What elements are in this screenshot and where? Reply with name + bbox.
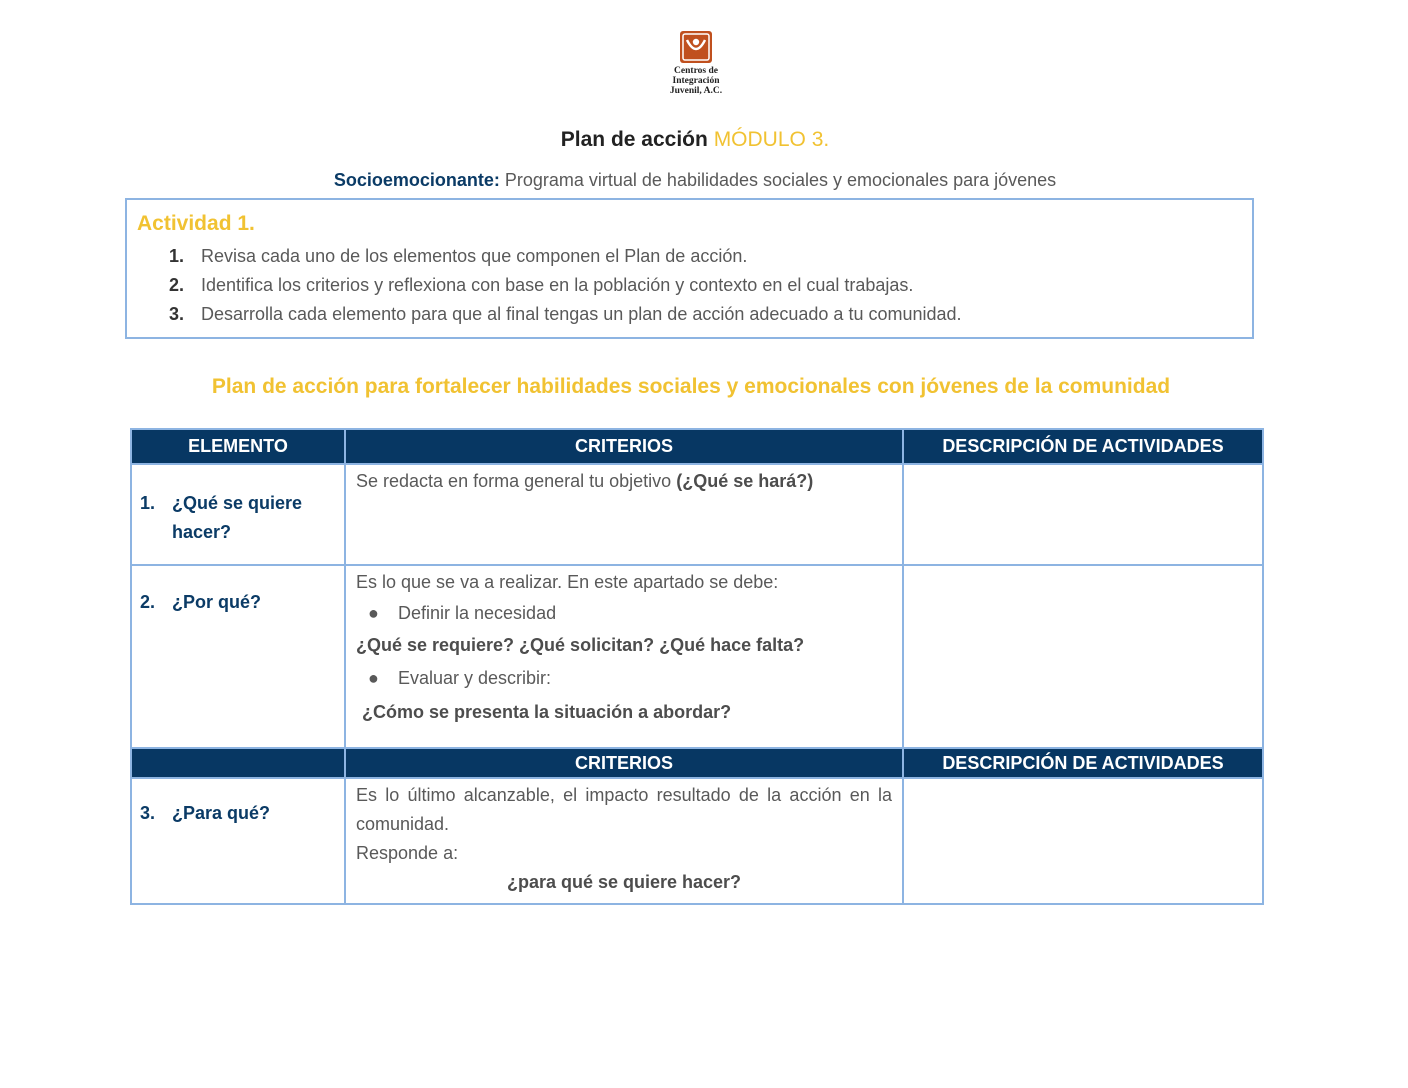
- activity-title: Actividad 1.: [137, 212, 255, 235]
- criteria-bullet: [356, 664, 892, 693]
- criteria-cell: [345, 778, 903, 904]
- table-header-row: [131, 429, 1263, 464]
- criteria-text: Es lo que se va a realizar. En este apartado se debe:: [356, 572, 779, 592]
- activity-item-text: Identifica los criterios y reflexiona con base en la población y contexto en el cual trabajas.: [201, 275, 914, 295]
- criteria-cell: [345, 565, 903, 748]
- element-number: 2.: [140, 592, 156, 612]
- title-main: Plan de acción: [560, 128, 708, 151]
- element-number: 1.: [140, 493, 156, 513]
- bullet-icon: ●: [368, 668, 379, 688]
- org-logo-icon: [679, 30, 713, 64]
- criteria-bold: ¿Qué se requiere? ¿Qué solicitan? ¿Qué hace falta?: [356, 635, 805, 655]
- description-cell[interactable]: [903, 778, 1263, 904]
- element-label: ¿Qué se quiere hacer?: [172, 493, 303, 542]
- table-row: [131, 778, 1263, 904]
- subtitle-text: Programa virtual de habilidades sociales y emocionales para jóvenes: [504, 170, 1057, 190]
- activity-item: [169, 300, 1242, 329]
- criteria-text: Se redacta en forma general tu objetivo: [356, 471, 672, 491]
- criteria-bold: (¿Qué se hará?): [676, 471, 814, 491]
- header-empty: [131, 748, 345, 778]
- table-header-row: [131, 748, 1263, 778]
- element-cell: [131, 464, 345, 565]
- title-accent: MÓDULO 3.: [713, 128, 830, 151]
- activity-item-text: Revisa cada uno de los elementos que componen el Plan de acción.: [201, 246, 748, 266]
- subtitle-label: Socioemocionante:: [333, 170, 500, 190]
- activity-item: [169, 242, 1242, 271]
- org-logo: [664, 30, 728, 96]
- activity-list: [137, 242, 1242, 329]
- criteria-text: Responde a:: [356, 843, 459, 863]
- header-criterios: CRITERIOS: [345, 429, 903, 464]
- bullet-icon: ●: [368, 603, 379, 623]
- logo-line: Juvenil, A.C.: [669, 86, 723, 96]
- activity-item-text: Desarrolla cada elemento para que al final tengas un plan de acción adecuado a tu comunidad.: [201, 304, 962, 324]
- header-criterios: CRITERIOS: [345, 748, 903, 778]
- activity-item: [169, 271, 1242, 300]
- header-descripcion: DESCRIPCIÓN DE ACTIVIDADES: [903, 429, 1263, 464]
- table-row: [131, 464, 1263, 565]
- bullet-text: Definir la necesidad: [398, 603, 557, 623]
- element-cell: [131, 778, 345, 904]
- logo-line: Integración: [672, 76, 720, 86]
- activity-item-number: 2.: [169, 275, 185, 295]
- page-title: [0, 128, 1390, 152]
- table-row: [131, 565, 1263, 748]
- element-label: ¿Para qué?: [172, 803, 271, 823]
- header-descripcion: DESCRIPCIÓN DE ACTIVIDADES: [903, 748, 1263, 778]
- criteria-bullet: [356, 599, 892, 628]
- logo-text: [664, 66, 728, 96]
- criteria-cell: [345, 464, 903, 565]
- element-label: ¿Por qué?: [172, 592, 261, 612]
- page-subtitle: [0, 170, 1390, 191]
- criteria-bold: ¿para qué se quiere hacer?: [506, 872, 742, 892]
- logo-line: Centros de: [674, 66, 718, 76]
- description-cell[interactable]: [903, 464, 1263, 565]
- activity-box: [125, 198, 1254, 339]
- plan-table: [130, 428, 1264, 905]
- criteria-bold: ¿Cómo se presenta la situación a abordar?: [362, 702, 732, 722]
- activity-item-number: 3.: [169, 304, 185, 324]
- header-elemento: ELEMENTO: [131, 429, 345, 464]
- description-cell[interactable]: [903, 565, 1263, 748]
- activity-item-number: 1.: [169, 246, 185, 266]
- element-cell: [131, 565, 345, 748]
- element-number: 3.: [140, 803, 156, 823]
- criteria-text: Es lo último alcanzable, el impacto resultado de la acción en la comunidad.: [356, 785, 892, 834]
- bullet-text: Evaluar y describir:: [398, 668, 552, 688]
- plan-title: Plan de acción para fortalecer habilidades sociales y emocionales con jóvenes de la comunidad: [211, 375, 1171, 398]
